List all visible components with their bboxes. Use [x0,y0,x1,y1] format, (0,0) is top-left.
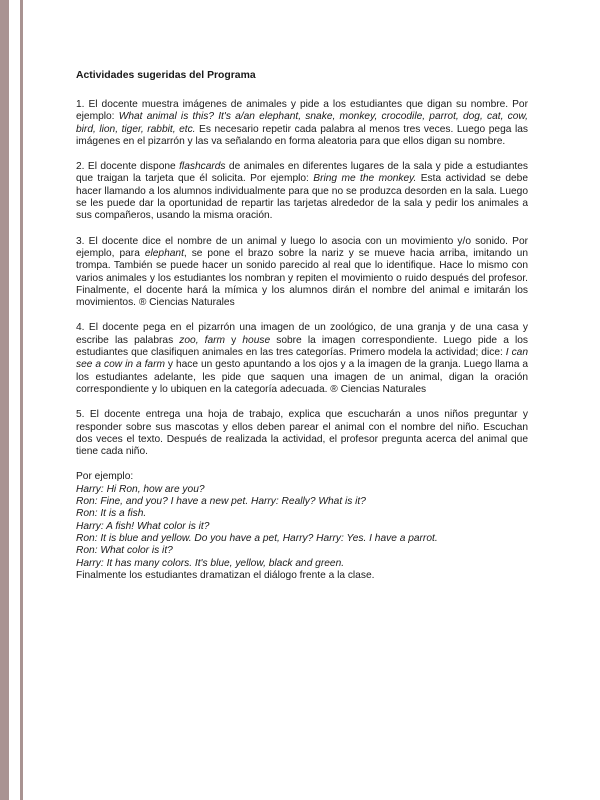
text-segment: sobre la imagen correspondiente. Luego pide a los estudiantes que clasifiquen animales en las tres categorías. Primero modela la actividad; dice: [76,334,529,359]
example-intro: Por ejemplo: [76,471,134,483]
document-body [76,70,528,582]
section-title: Actividades sugeridas del Programa [76,70,256,81]
example-dialog [76,471,528,582]
dialog-line: Ron: What color is it? [76,545,173,557]
text-segment: 5. El docente entrega una hoja de trabajo, explica que escucharán a unos niños preguntar y responder sobre sus mascotas y ellos deben parear el animal con el nombre del niño. Escuchan dos veces el texto. Después de realizada la actividad, el profesor pregunta acerca del animal que tiene cada niño. [76,409,528,458]
text-segment: de animales en diferentes lugares de la sala y pide a estudiantes que traigan la tarjeta que él solicita. Por ejemplo: [76,161,528,185]
dialog-line: Harry: A fish! What color is it? [76,520,210,532]
activity-3 [76,236,528,310]
text-segment: , se pone el brazo sobre la nariz y se mueve hacia arriba, imitando un trompa. También se puede hacer un sonido parecido al real que lo identifique. Hace lo mismo con varios animales y los estudiantes los nombran y repiten el movimiento o ruido después del profesor. Finalmente, el docente hará la mímica y los alumnos dirán el nombre del animal e imitarán los movimientos. ® Ciencias Naturales [76,247,528,309]
dialog-line: Harry: Hi Ron, how are you? [76,483,205,495]
text-segment-italic: elephant [144,247,184,259]
text-segment: y hace un gesto apuntando a los ojos y a la imagen de la granja. Luego llama a los estudiantes adelante, les pide que saquen una imagen de un animal, digan la oración correspondiente y lo ubiquen en la categoría adecuada. ® Ciencias Naturales [76,359,528,395]
text-segment-italic: Bring me the monkey. [313,173,417,185]
text-segment-italic: What animal is this? It's a/an elephant, snake, monkey, crocodile, parrot, dog, cat, cow, bird, lion, tiger, rabbit, etc. [76,111,528,135]
dialog-line: Harry: It has many colors. It's blue, yellow, black and green. [76,557,345,569]
activity-1 [76,99,528,148]
activity-4 [76,322,528,396]
dialog-line: Ron: Fine, and you? I have a new pet. Harry: Really? What is it? [76,496,366,508]
text-segment: Es necesario repetir cada palabra al menos tres veces. Luego pega las imágenes en el pizarrón y las va señalando en forma aleatoria para que ellos digan su nombre. [76,123,528,147]
dialog-line: Ron: It is a fish. [76,508,147,520]
dialog-line: Ron: It is blue and yellow. Do you have a pet, Harry? Harry: Yes. I have a parrot. [76,532,438,544]
text-segment: Esta actividad se debe hacer llamando a los alumnos individualmente para que no se produzca desorden en la sala. Luego se les puede dar la oportunidad de repartir las tarjetas alrededor de la sala y pedir los animales a sus compañeros, usando la misma oración. [76,173,528,222]
text-segment: y [225,334,243,346]
notebook-binding [0,0,34,800]
closing-line: Finalmente los estudiantes dramatizan el diálogo frente a la clase. [76,569,375,581]
text-segment-italic: I can see a cow in a farm [76,347,528,371]
activity-2 [76,161,528,222]
text-segment-italic: zoo, farm [179,334,226,346]
activity-5 [76,409,528,458]
text-segment-italic: flashcards [179,161,226,173]
text-segment: 2. El docente dispone [76,161,180,173]
text-segment: 4. El docente pega en el pizarrón una imagen de un zoológico, de una granja y de una casa y escribe las palabras [76,322,528,346]
text-segment: 3. El docente dice el nombre de un animal y luego lo asocia con un movimiento y/o sonido. Por ejemplo, para [76,235,528,259]
text-segment: 1. El docente muestra imágenes de animales y pide a los estudiantes que digan su nombre. Por ejemplo: [76,99,528,123]
text-segment-italic: house [242,334,271,346]
